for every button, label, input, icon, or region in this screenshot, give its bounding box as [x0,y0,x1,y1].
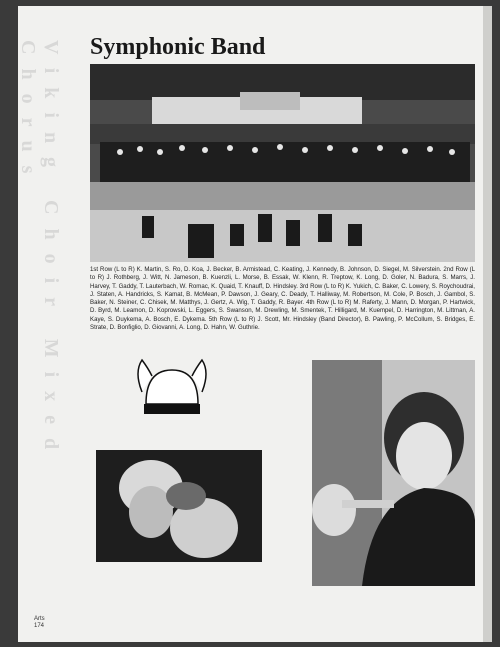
page-title: Symphonic Band [90,34,266,60]
page-edge [483,6,492,642]
folio-number: 174 [34,623,45,629]
band-group-photo [90,64,475,262]
band-caption: 1st Row (L to R) K. Martin, S. Ro, D. Koa, J. Becker, B. Armistead, C. Keating, J. Kennedy, B. Johnson, D. Siegel, M. Silverstein. 2nd Row (L to R) J. Rothberg, J. Witt, N. Jameson, B. Kuenzli, L. Morse, B. Essak, W. Klenn, R. Treptow, K. Long, D. Goler, N. Badura, S. Marrs, J. Harvey, T. Gaddy, T. Lauterbach, W. Romac, K. Quaid, T. Knauff, D. Hindsley. 3rd Row (L to R) K. Yukich, C. Baker, C. Lowery, S. Roychoudrai, J. Staten, A. Handricks, S. Kamat, B. McMean, P. Dawson, J. Geary, C. Deady, T. Halliway, M. Robertson, M. Cole, P. Bosch, J. Gambol, S. Baker, N. Steiner, C. Chisek, M. Matthys, J. Gertz, A. Wig, T. Gaddy, R. Bayer. 4th Row (L to R) M. Raferty, J. Mann, D. Morgan, P. Hartwick, D. Byrd, M. Leamon, D. Koprowski, L. Eggers, S. Swanson, M. Drewling, M. Smentek, T. Hilligard, M. Kuempel, D. Harrington, M. Littman, A. Kaye, S. Duykema, A. Bosch, E. Dykema. 5th Row (L to R) J. Scott, Mr. Hindsley (Band Director), B. Pawling, P. McCollum, S. Bridges, E. Strate, D. Bonfiglio, D. Giovanni, A. Long, D. Hahn, W. Guthrie. [90,266,475,332]
trumpet-player-photo [312,360,475,586]
viking-helmet-icon [132,342,212,422]
page-folio [34,616,45,630]
folio-section: Arts [34,616,45,622]
singer-photo [96,450,262,562]
side-faded-text: Viking Choir Mixed Chorus [17,40,62,464]
